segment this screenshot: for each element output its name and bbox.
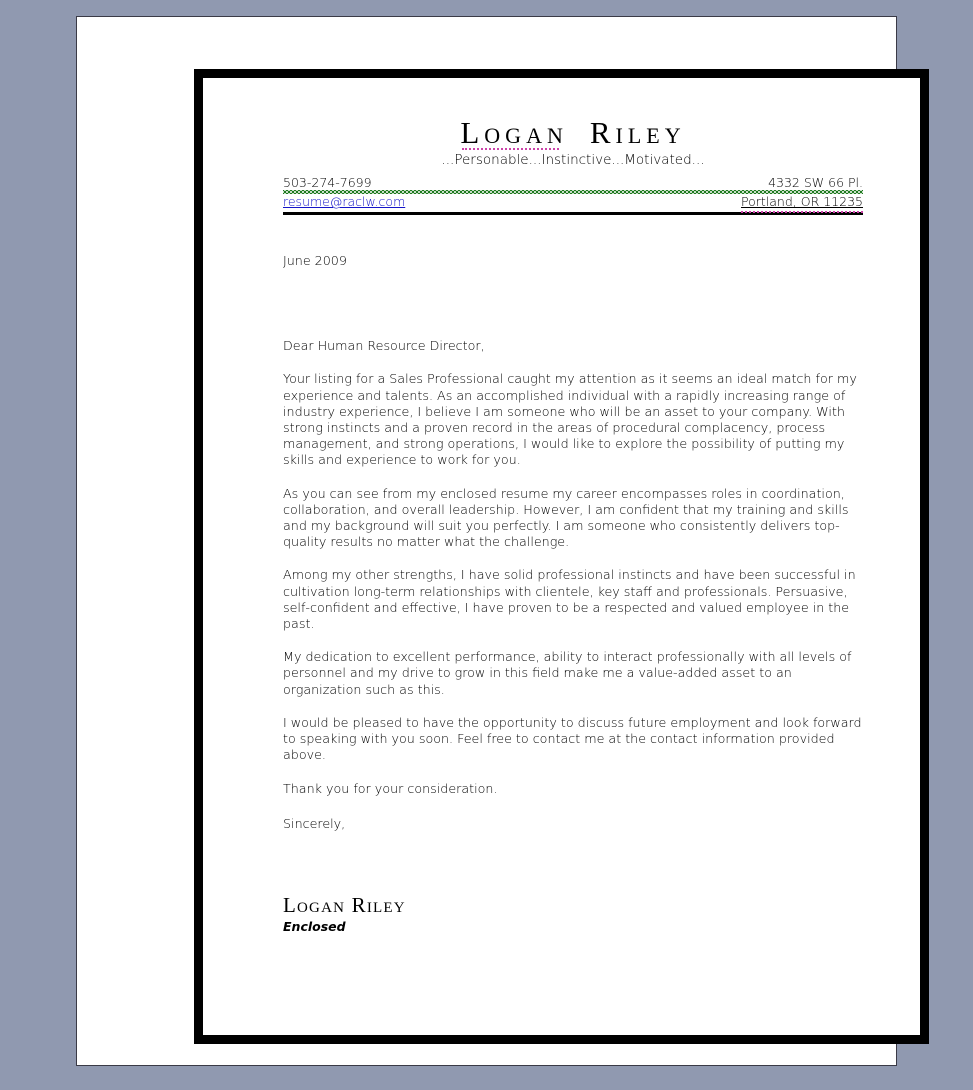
- letter-salutation: Dear Human Resource Director,: [283, 338, 485, 354]
- letterhead-name-first: Logan: [460, 115, 568, 150]
- contact-row-primary: [283, 175, 863, 191]
- contact-block: [283, 175, 863, 215]
- phone-number: 503-274-7699: [283, 174, 372, 190]
- decorative-border-frame: [194, 69, 929, 1044]
- enclosed-note: Enclosed: [283, 918, 346, 934]
- signature-name: Logan Riley: [283, 892, 406, 917]
- letter-page: [76, 16, 897, 1066]
- letter-paragraph: My dedication to excellent performance, ability to interact professionally with all levels of personnel and my drive to grow in this field make me a value-added asset to an organization such as this.: [283, 649, 852, 697]
- address-line-1: 4332 SW 66 Pl.: [768, 174, 863, 190]
- letterhead-name: [283, 116, 863, 151]
- letter-thanks: Thank you for your consideration.: [283, 781, 498, 797]
- letter-paragraph: Your listing for a Sales Professional caught my attention as it seems an ideal match for my experience and talents. As an accomplished individual with a rapidly increasing range of industry experience, I believe I am someone who will be an asset to your company. With strong instincts and a proven record in the areas of procedural complacency, process management, and strong operations, I would like to explore the possibility of putting my skills and experience to work for you.: [283, 371, 857, 468]
- address-line-2: Portland, OR 11235: [741, 194, 863, 210]
- letter-date: June 2009: [283, 252, 347, 268]
- email-link[interactable]: resume@raclw.com: [283, 194, 406, 210]
- contact-row-secondary: [283, 194, 863, 210]
- letter-paragraph: I would be pleased to have the opportunity to discuss future employment and look forward to speaking with you soon. Feel free to contact me at the contact information provided above.: [283, 714, 862, 763]
- letter-sincerely: Sincerely,: [283, 815, 346, 831]
- letter-paragraph: As you can see from my enclosed resume my career encompasses roles in coordination, collaboration, and overall leadership. However, I am confident that my training and skills and my background will suit you perfectly. I am someone who consistently delivers top-quality results no matter what the challenge.: [283, 485, 849, 550]
- letterhead-tagline: ...Personable...Instinctive...Motivated...: [441, 151, 705, 168]
- letter-content: [283, 116, 863, 934]
- letter-paragraph: Among my other strengths, I have solid professional instincts and have been successful in cultivation long-term relationships with clientele, key staff and professionals. Persuasive, self-confident and effective, I have proven to be a respected and valued employee in the past.: [283, 567, 856, 632]
- letterhead-name-last: Riley: [589, 115, 686, 150]
